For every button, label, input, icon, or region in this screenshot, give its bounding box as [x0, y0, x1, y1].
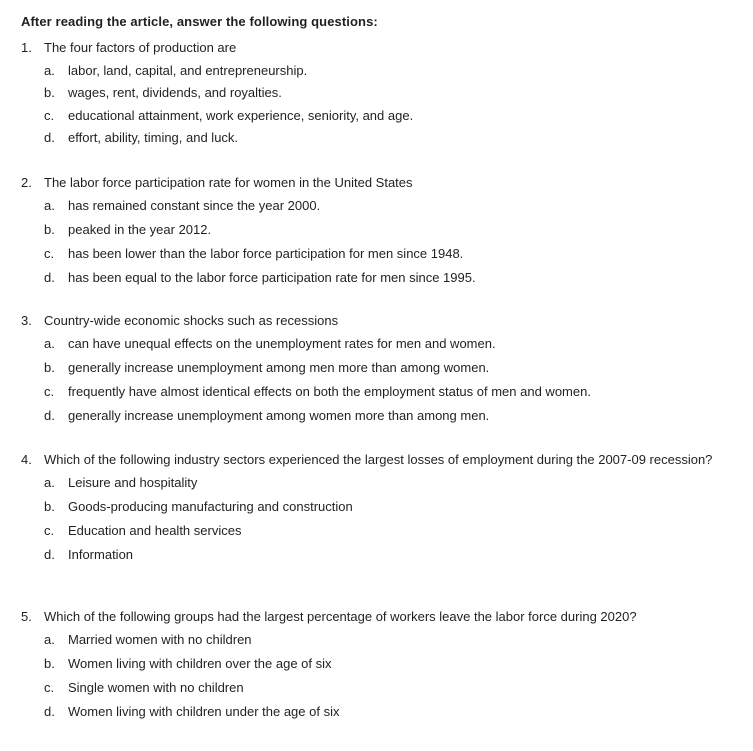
answer-option-b[interactable]	[44, 83, 721, 106]
option-letter: b.	[44, 360, 55, 375]
option-text: effort, ability, timing, and luck.	[68, 130, 239, 145]
answer-option-a[interactable]	[44, 630, 721, 654]
answer-option-a[interactable]	[44, 473, 721, 497]
option-text: has been lower than the labor force participation for men since 1948.	[68, 246, 464, 261]
answer-option-b[interactable]	[44, 358, 721, 382]
question-4	[21, 450, 721, 569]
answer-option-c[interactable]	[44, 521, 721, 545]
question-number: 4.	[21, 452, 32, 467]
option-text: Goods-producing manufacturing and construction	[68, 499, 353, 514]
question-number: 3.	[21, 313, 32, 328]
answer-option-b[interactable]	[44, 220, 721, 244]
question-text: Which of the following industry sectors experienced the largest losses of employment during the 2007-09 recession?	[44, 452, 713, 467]
option-text: generally increase unemployment among men more than among women.	[68, 360, 490, 375]
option-text: Education and health services	[68, 523, 242, 538]
option-text: has been equal to the labor force participation rate for men since 1995.	[68, 270, 476, 285]
option-letter: a.	[44, 336, 55, 351]
option-text: Women living with children under the age of six	[68, 704, 340, 719]
option-letter: c.	[44, 680, 55, 695]
answer-option-d[interactable]	[44, 545, 721, 569]
option-letter: c.	[44, 108, 55, 123]
answer-option-d[interactable]	[44, 406, 721, 430]
question-text: Country-wide economic shocks such as recessions	[44, 313, 339, 328]
question-number: 2.	[21, 175, 32, 190]
option-text: wages, rent, dividends, and royalties.	[68, 85, 282, 100]
option-letter: a.	[44, 475, 55, 490]
option-text: labor, land, capital, and entrepreneurship.	[68, 63, 308, 78]
option-text: Leisure and hospitality	[68, 475, 198, 490]
instructions-heading: After reading the article, answer the following questions:	[21, 14, 378, 29]
answer-option-c[interactable]	[44, 244, 721, 268]
option-letter: d.	[44, 408, 55, 423]
answer-options	[44, 61, 721, 150]
answer-option-b[interactable]	[44, 654, 721, 678]
option-letter: c.	[44, 384, 55, 399]
option-letter: a.	[44, 632, 55, 647]
answer-option-d[interactable]	[44, 128, 721, 150]
option-text: Women living with children over the age of six	[68, 656, 332, 671]
answer-options	[44, 196, 721, 292]
answer-option-c[interactable]	[44, 678, 721, 702]
option-letter: b.	[44, 222, 55, 237]
option-letter: a.	[44, 198, 55, 213]
option-letter: a.	[44, 63, 55, 78]
answer-option-a[interactable]	[44, 334, 721, 358]
option-text: Single women with no children	[68, 680, 244, 695]
option-text: Information	[68, 547, 134, 562]
option-letter: d.	[44, 704, 55, 719]
question-text: The labor force participation rate for women in the United States	[44, 175, 413, 190]
answer-option-d[interactable]	[44, 702, 721, 726]
question-text: Which of the following groups had the largest percentage of workers leave the labor force during 2020?	[44, 609, 637, 624]
question-text: The four factors of production are	[44, 40, 237, 55]
question-1	[21, 38, 721, 150]
option-letter: b.	[44, 85, 55, 100]
answer-options	[44, 630, 721, 726]
answer-options	[44, 473, 721, 569]
answer-options	[44, 334, 721, 430]
option-letter: c.	[44, 246, 55, 261]
option-text: has remained constant since the year 2000.	[68, 198, 321, 213]
answer-option-d[interactable]	[44, 268, 721, 292]
answer-option-a[interactable]	[44, 61, 721, 83]
option-letter: c.	[44, 523, 55, 538]
option-text: peaked in the year 2012.	[68, 222, 212, 237]
question-3	[21, 311, 721, 430]
option-text: generally increase unemployment among women more than among men.	[68, 408, 490, 423]
option-text: educational attainment, work experience, seniority, and age.	[68, 108, 414, 123]
question-2	[21, 173, 721, 292]
option-letter: b.	[44, 656, 55, 671]
answer-option-b[interactable]	[44, 497, 721, 521]
answer-option-c[interactable]	[44, 382, 721, 406]
option-text: can have unequal effects on the unemployment rates for men and women.	[68, 336, 496, 351]
option-letter: d.	[44, 270, 55, 285]
answer-option-c[interactable]	[44, 106, 721, 128]
question-number: 5.	[21, 609, 32, 624]
question-number: 1.	[21, 40, 32, 55]
option-text: frequently have almost identical effects on both the employment status of men and women.	[68, 384, 591, 399]
option-letter: d.	[44, 130, 55, 145]
answer-option-a[interactable]	[44, 196, 721, 220]
option-letter: d.	[44, 547, 55, 562]
option-letter: b.	[44, 499, 55, 514]
question-5	[21, 607, 721, 726]
option-text: Married women with no children	[68, 632, 252, 647]
